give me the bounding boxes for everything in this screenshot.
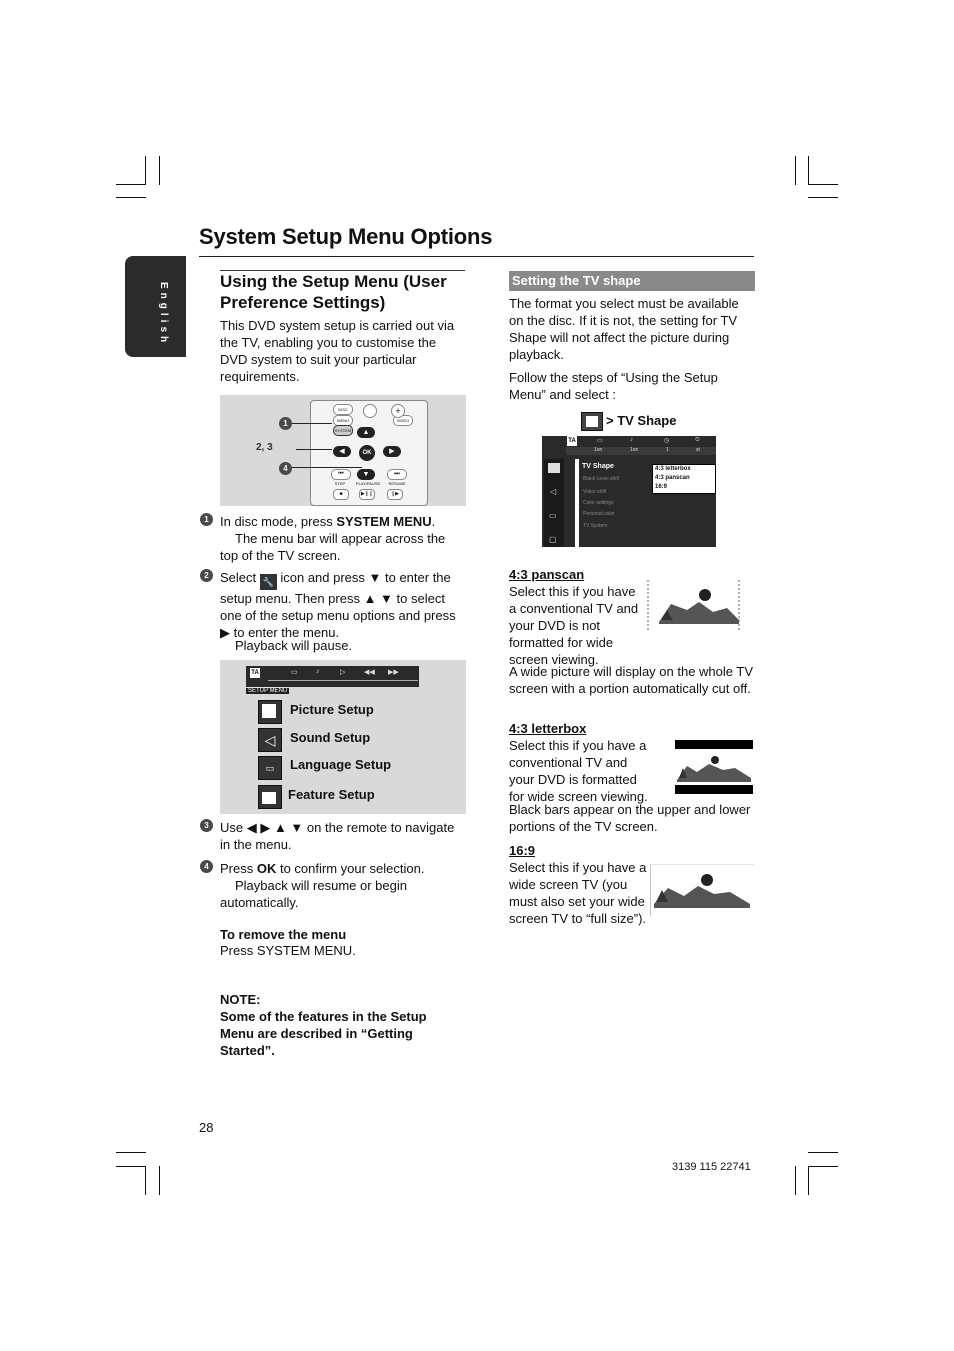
feature-setup-icon [258,785,282,809]
play-pause-label: PLAY/PAUSE [355,481,381,486]
step-4-post: to confirm your selection. [276,861,425,876]
step-4-key: OK [256,861,277,876]
resume-label: RESUME [388,481,406,486]
title-rule [199,256,754,257]
power-icon [363,404,377,418]
crop-mark [808,156,809,185]
feature-setup-label: Feature Setup [288,787,375,802]
tv-menu-item: Video shift [583,489,607,495]
audio-icon: ♪ [630,437,633,443]
step-number: 3 [200,819,213,832]
tv-status-label: 1on [630,447,639,453]
remote-illustration [220,395,466,506]
callout-4: 4 [279,462,292,475]
callout-2-3: 2, 3 [256,442,273,453]
letterbox-image [675,740,753,794]
feature-icon: ▢ [549,535,557,544]
tv-menu-item: TV Shape [582,463,614,470]
tv-status-label: st [696,447,700,453]
remove-menu-heading: To remove the menu [220,927,347,942]
ok-button: OK [359,445,375,461]
callout-1: 1 [279,417,292,430]
callout-line [292,423,332,424]
landscape-image [647,580,753,630]
crop-mark [159,156,160,185]
crop-mark [795,1166,796,1195]
remote-body [310,400,428,506]
system-button: SYSTEM [333,425,353,436]
page-title: System Setup Menu Options [199,224,493,249]
picture-setup-icon [258,700,282,724]
callout-line [292,467,362,468]
tv-shape-para-2: Follow the steps of “Using the Setup Menu” and select : [509,370,718,402]
play-icon: ▷ [340,669,346,676]
panscan-text-2: A wide picture will display on the whole TV screen with a portion automatically cut off. [509,664,753,696]
crop-mark [808,1166,838,1167]
tv-option-box [652,464,716,494]
tv-side-icons [544,459,564,547]
letterbox-heading: 4:3 letterbox [509,721,587,736]
tv-option: 4:3 letterbox [655,466,691,472]
display-icon: ▭ [291,669,298,676]
crop-mark [159,1166,160,1195]
next-icon: ⏭ [387,469,407,480]
letterbox-text-2: Black bars appear on the upper and lower portions of the TV screen. [509,802,751,834]
step-1-sub: The menu bar will appear across the top of the TV screen. [220,531,446,563]
menu-button: MENU [333,415,353,426]
crop-mark [116,1152,146,1153]
intro-paragraph: This DVD system setup is carried out via the TV, enabling you to customise the DVD system to suit your particular requirements. [220,318,455,384]
language-setup-icon: ▭ [258,756,282,780]
setup-menu-illustration [220,660,466,814]
left-arrow-icon: ◀ [333,446,351,457]
resume-icon: ❙▶ [387,489,403,500]
previous-icon: ⏮ [331,469,351,480]
step-2-text [220,569,465,641]
forward-icon: ▶▶ [388,669,399,676]
crop-mark [145,156,146,185]
tv-screen-illustration [542,436,716,547]
crop-mark [808,184,838,185]
crop-mark [808,1166,809,1195]
panscan-image [647,580,753,630]
picture-setup-icon [581,412,603,431]
step-1-key: SYSTEM MENU [336,514,432,529]
menu-bar-line [268,680,418,681]
down-arrow-icon: ▼ [357,469,375,480]
step-4-pre: Press [220,861,257,876]
note-text: Some of the features in the Setup Menu are described in “Getting Started”. [220,1009,427,1058]
tv-shape-path: > TV Shape [606,413,677,428]
right-arrow-icon: ▶ [383,446,401,457]
display-icon: ▭ [597,438,603,444]
play-pause-icon: ▶❙❙ [359,489,375,500]
step-4-text [220,860,465,877]
tv-status-label: 1 [666,447,669,453]
callout-line [296,449,332,450]
section-bar-tv-shape: Setting the TV shape [509,271,755,291]
setup-tools-icon: TA [568,438,576,444]
tv-menu-item: Black Level shift [583,476,620,482]
timer-icon: ⏲ [695,437,700,443]
crop-mark [116,1166,146,1167]
letterbox-text: Select this if you have a conventional TV and your DVD is formatted for wide screen viewing. [509,738,648,804]
document-code: 3139 115 22741 [672,1161,751,1173]
step-number: 1 [200,513,213,526]
stop-icon: ■ [333,489,349,500]
step-2-text-b: icon and press ▼ to enter the setup menu. Then press ▲ ▼ to select one of the setup menu options and press ▶ to enter the menu. [220,570,456,640]
landscape-image [675,740,753,794]
step-4-sub: Playback will resume or begin automatically. [220,878,407,910]
language-icon: ▭ [549,511,557,520]
step-3-text: Use ◀ ▶ ▲ ▼ on the remote to navigate in the menu. [220,820,455,852]
landscape-image [650,864,754,916]
tv-menu-item: TV System [583,523,608,529]
crop-mark [808,197,838,198]
tv-menu-item: Color settings [583,500,614,506]
widescreen-image [650,864,754,916]
wide-heading: 16:9 [509,843,536,858]
sound-setup-label: Sound Setup [290,730,371,745]
panscan-heading: 4:3 panscan [509,567,585,582]
step-1-text [220,513,465,530]
language-setup-label: Language Setup [290,757,392,772]
panscan-text: Select this if you have a conventional TV and your DVD is not formatted for wide screen viewing. [509,584,639,667]
tv-status-bar [566,447,716,455]
tv-status-label: 1on [594,447,603,453]
language-tab-label: English [158,282,169,347]
crop-mark [116,184,146,185]
video-button: VIDEO [393,415,413,426]
wide-text: Select this if you have a wide screen TV (you must also set your wide screen TV to “full size”). [509,860,647,926]
language-tab [125,256,186,357]
setup-tools-icon: 🔧 [260,574,277,590]
remove-menu-text: Press SYSTEM MENU. [220,943,356,958]
disc-button: DISC [333,404,353,415]
crop-mark [145,1166,146,1195]
note-heading: NOTE: [220,992,261,1007]
language-icon: ♪ [316,668,320,675]
setup-tools-icon: TA [251,670,259,676]
step-number: 2 [200,569,213,582]
step-2-sub: Playback will pause. [235,638,353,653]
step-1-pre: In disc mode, press [220,514,337,529]
tv-option: 4:3 panscan [655,475,690,481]
picture-icon [548,463,560,473]
clock-icon: ◷ [664,438,670,444]
crop-mark [808,1152,838,1153]
step-2-text-a: Select [220,570,260,585]
step-1-post: . [431,514,436,529]
plus-icon: + [391,404,405,418]
page-number: 28 [199,1120,214,1135]
step-label: STEP [334,481,346,486]
picture-setup-label: Picture Setup [290,702,374,717]
crop-mark [116,197,146,198]
crop-mark [795,156,796,185]
tv-divider [575,459,579,547]
tv-shape-para-1: The format you select must be available on the disc. If it is not, the setting for TV Shape will not affect the picture during playback. [509,296,739,362]
up-arrow-icon: ▲ [357,427,375,438]
sound-setup-icon: ◁ [258,728,282,752]
setup-menu-tag: SETUP MENU [248,688,288,694]
tv-option: 16:9 [655,484,668,490]
menu-bar [246,666,419,687]
sound-icon: ◁ [550,487,557,496]
section-heading: Using the Setup Menu (User Preference Settings) [220,272,447,312]
tv-menu-item: Personal color [583,511,615,517]
step-number: 4 [200,860,213,873]
rewind-icon: ◀◀ [364,669,375,676]
